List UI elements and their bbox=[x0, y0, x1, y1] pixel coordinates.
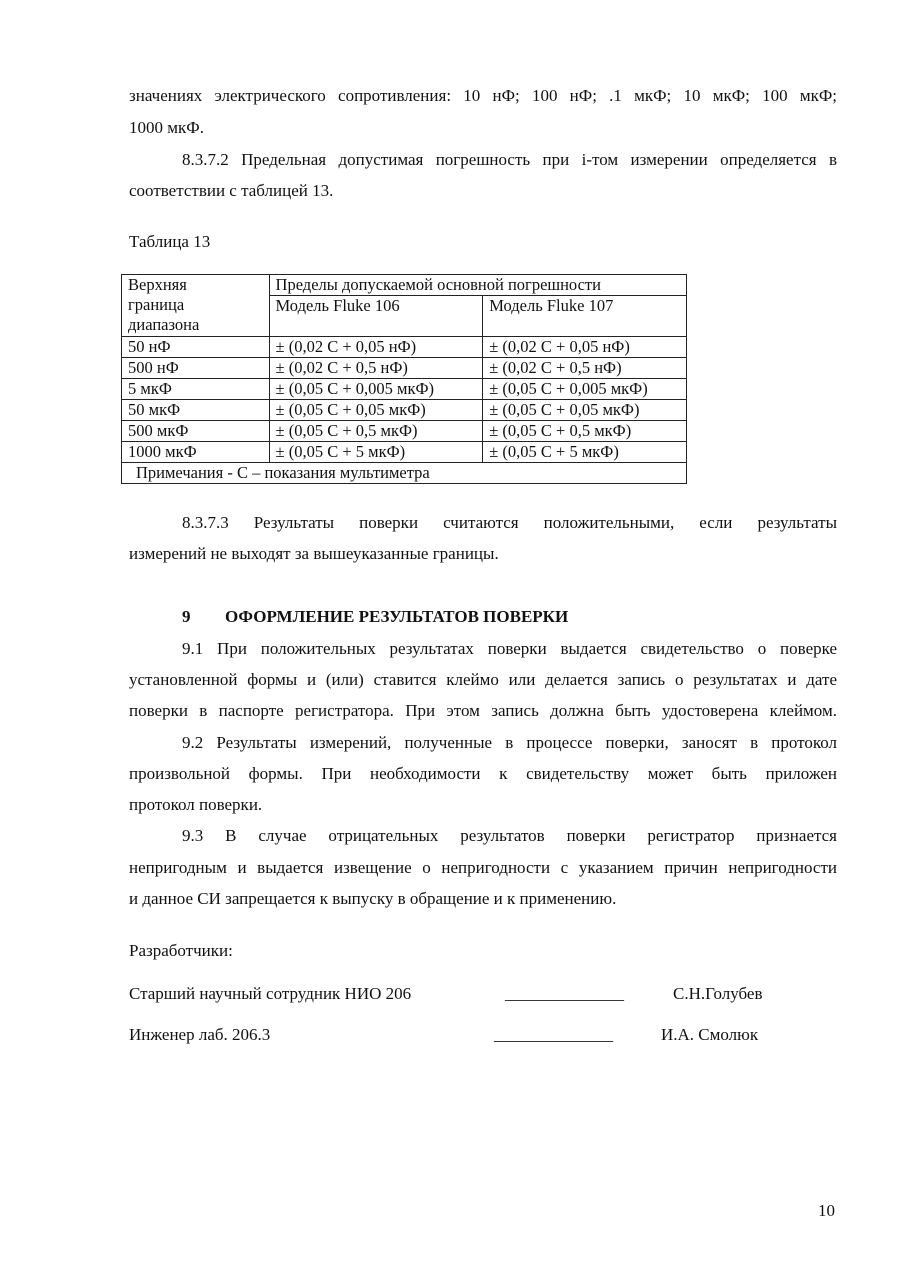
table-caption: Таблица 13 bbox=[129, 232, 211, 251]
paragraph-line: 1000 мкФ. bbox=[129, 118, 204, 137]
header-text: граница bbox=[128, 295, 185, 314]
cell-fluke106: ± (0,05 С + 5 мкФ) bbox=[269, 442, 483, 463]
paragraph-line: 8.3.7.3 Результаты поверки считаются положительными, если результаты bbox=[182, 513, 837, 532]
col-header-range bbox=[122, 275, 270, 337]
developers-label: Разработчики: bbox=[129, 941, 233, 960]
cell-range: 50 мкФ bbox=[122, 400, 270, 421]
signature-line: ______________ bbox=[505, 984, 624, 1003]
cell-fluke106: ± (0,05 С + 0,005 мкФ) bbox=[269, 379, 483, 400]
paragraph-line: 9.3 В случае отрицательных результатов поверки регистратор признается bbox=[182, 826, 837, 845]
table-row bbox=[122, 400, 687, 421]
cell-range: 1000 мкФ bbox=[122, 442, 270, 463]
developer-position: Старший научный сотрудник НИО 206 bbox=[129, 984, 412, 1003]
table-row bbox=[122, 358, 687, 379]
section-title: ОФОРМЛЕНИЕ РЕЗУЛЬТАТОВ ПОВЕРКИ bbox=[225, 607, 569, 626]
cell-fluke106: ± (0,05 С + 0,5 мкФ) bbox=[269, 421, 483, 442]
cell-fluke107: ± (0,02 С + 0,5 нФ) bbox=[483, 358, 687, 379]
paragraph-line: произвольной формы. При необходимости к свидетельству может быть приложен bbox=[129, 764, 837, 783]
table-row bbox=[122, 421, 687, 442]
col-header-fluke107: Модель Fluke 107 bbox=[483, 296, 687, 337]
cell-range: 500 нФ bbox=[122, 358, 270, 379]
paragraph-line: и данное СИ запрещается к выпуску в обращение и к применению. bbox=[129, 889, 617, 908]
cell-fluke106: ± (0,05 С + 0,05 мкФ) bbox=[269, 400, 483, 421]
page-number: 10 bbox=[818, 1201, 835, 1220]
paragraph-line: измерений не выходят за вышеуказанные границы. bbox=[129, 544, 499, 563]
signature-line: ______________ bbox=[494, 1025, 613, 1044]
paragraph-line: 9.1 При положительных результатах поверки выдается свидетельство о поверке bbox=[182, 639, 837, 658]
cell-range: 5 мкФ bbox=[122, 379, 270, 400]
header-text: диапазона bbox=[128, 315, 200, 334]
section-number: 9 bbox=[182, 607, 191, 626]
table-note-row bbox=[122, 463, 687, 484]
header-text: Верхняя bbox=[128, 275, 187, 294]
table-row bbox=[122, 379, 687, 400]
table-13 bbox=[121, 274, 687, 484]
cell-fluke107: ± (0,05 С + 5 мкФ) bbox=[483, 442, 687, 463]
paragraph-line: установленной формы и (или) ставится клеймо или делается запись о результатах и дате bbox=[129, 670, 837, 689]
paragraph-line: значениях электрического сопротивления: 10 нФ; 100 нФ; .1 мкФ; 10 мкФ; 100 мкФ; bbox=[129, 86, 837, 105]
paragraph-line: 8.3.7.2 Предельная допустимая погрешность при i-том измерении определяется в bbox=[182, 150, 837, 169]
paragraph-line: 9.2 Результаты измерений, полученные в процессе поверки, заносят в протокол bbox=[182, 733, 837, 752]
cell-fluke107: ± (0,05 С + 0,005 мкФ) bbox=[483, 379, 687, 400]
cell-fluke107: ± (0,02 С + 0,05 нФ) bbox=[483, 337, 687, 358]
group-header: Пределы допускаемой основной погрешности bbox=[269, 275, 686, 296]
table-row bbox=[122, 442, 687, 463]
cell-fluke107: ± (0,05 С + 0,05 мкФ) bbox=[483, 400, 687, 421]
cell-fluke107: ± (0,05 С + 0,5 мкФ) bbox=[483, 421, 687, 442]
col-header-fluke106: Модель Fluke 106 bbox=[269, 296, 483, 337]
paragraph-line: соответствии с таблицей 13. bbox=[129, 181, 334, 200]
cell-fluke106: ± (0,02 С + 0,05 нФ) bbox=[269, 337, 483, 358]
paragraph-line: непригодным и выдается извещение о непригодности с указанием причин непригодности bbox=[129, 858, 837, 877]
cell-range: 50 нФ bbox=[122, 337, 270, 358]
developer-name: С.Н.Голубев bbox=[673, 984, 763, 1003]
cell-fluke106: ± (0,02 С + 0,5 нФ) bbox=[269, 358, 483, 379]
paragraph-line: поверки в паспорте регистратора. При этом запись должна быть удостоверена клеймом. bbox=[129, 701, 837, 720]
developer-position: Инженер лаб. 206.3 bbox=[129, 1025, 271, 1044]
table-note: Примечания - С – показания мультиметра bbox=[122, 463, 687, 484]
table-body bbox=[122, 337, 687, 463]
table-header-row bbox=[122, 275, 687, 296]
developer-name: И.А. Смолюк bbox=[661, 1025, 759, 1044]
paragraph-line: протокол поверки. bbox=[129, 795, 263, 814]
table-row bbox=[122, 337, 687, 358]
cell-range: 500 мкФ bbox=[122, 421, 270, 442]
